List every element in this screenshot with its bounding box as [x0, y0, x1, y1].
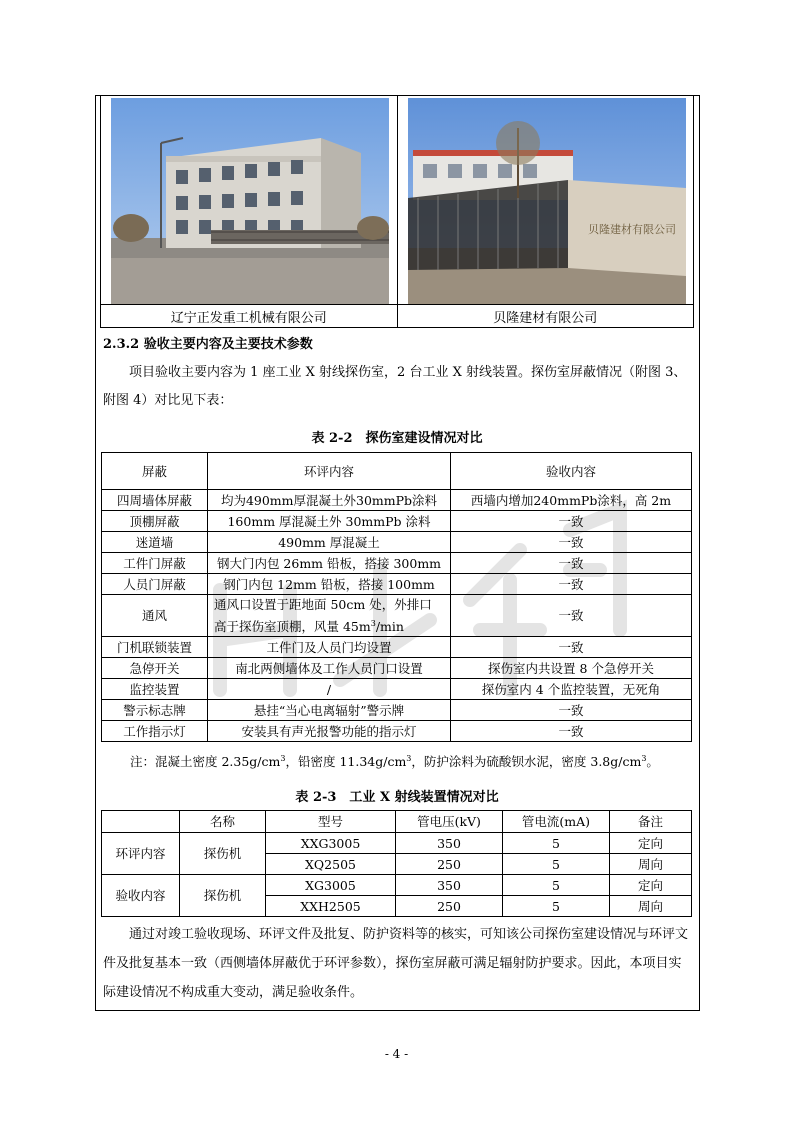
table-cell: 四周墙体屏蔽 — [102, 490, 208, 511]
shielding-comparison-table — [101, 452, 692, 742]
table-cell: 通风 — [102, 595, 208, 637]
table-cell: 一致 — [451, 532, 692, 553]
table-row — [102, 532, 692, 553]
section-heading: 2.3.2 验收主要内容及主要技术参数 — [103, 337, 313, 352]
table-row — [102, 833, 692, 854]
table-cell: 5 — [503, 833, 610, 854]
table-cell: 安装具有声光报警功能的指示灯 — [208, 721, 451, 742]
table-cell: 250 — [396, 854, 503, 875]
table-row — [102, 553, 692, 574]
table-header-cell: 验收内容 — [451, 453, 692, 490]
table-cell: 一致 — [451, 637, 692, 658]
table-cell: 一致 — [451, 700, 692, 721]
gate-sign-text: 贝隆建材有限公司 — [587, 223, 676, 236]
group-label: 环评内容 — [102, 833, 180, 875]
table-cell: 350 — [396, 833, 503, 854]
table-cell: 5 — [503, 875, 610, 896]
table-cell: 工作指示灯 — [102, 721, 208, 742]
note-text: ，铅密度 11.34g/cm — [285, 754, 407, 769]
table-2-3-title: 表 2-3 工业 X 射线装置情况对比 — [295, 790, 499, 805]
ventilation-line-2 — [214, 614, 448, 636]
table-cell: 一致 — [451, 595, 692, 637]
ventilation-text: 高于探伤室顶棚，风量 45m — [214, 619, 371, 635]
table-cell: XXG3005 — [266, 833, 396, 854]
factory-building-photo — [111, 98, 389, 304]
table-cell: 5 — [503, 896, 610, 917]
device-name: 探伤机 — [180, 875, 266, 917]
table-cell: 工件门屏蔽 — [102, 553, 208, 574]
table-cell: 一致 — [451, 574, 692, 595]
table-cell: XXH2505 — [266, 896, 396, 917]
table-cell: 南北两侧墙体及工作人员门口设置 — [208, 658, 451, 679]
table-row — [102, 511, 692, 532]
table-cell: 一致 — [451, 511, 692, 532]
xray-device-table — [101, 810, 692, 917]
table-header-cell: 管电压(kV) — [396, 811, 503, 833]
table-row — [102, 637, 692, 658]
table-row — [102, 875, 692, 896]
table-header-cell: 环评内容 — [208, 453, 451, 490]
table-header-cell — [102, 811, 180, 833]
table-row — [102, 721, 692, 742]
table-cell: 一致 — [451, 721, 692, 742]
table-cell: 钢大门内包 26mm 铅板，搭接 300mm — [208, 553, 451, 574]
table-cell: / — [208, 679, 451, 700]
note-sup: 3 — [406, 753, 412, 763]
table-row — [102, 574, 692, 595]
table-cell: 工件门及人员门均设置 — [208, 637, 451, 658]
ventilation-unit: /min — [375, 619, 404, 635]
table-cell: 门机联锁装置 — [102, 637, 208, 658]
conclusion-paragraph: 通过对竣工验收现场、环评文件及批复、防护资料等的核实，可知该公司探伤室建设情况与环评文件及批复基本一致（西侧墙体屏蔽优于环评参数），探伤室屏蔽可满足辐射防护要求。因此，本项目实际建设情况不构成重大变动，满足验收条件。 — [103, 927, 689, 1000]
photo-cell-left — [101, 96, 398, 305]
page-number: - 4 - — [384, 1047, 409, 1061]
ventilation-line-1: 通风口设置于距地面 50cm 处，外排口 — [214, 597, 432, 612]
table-header-cell: 屏蔽 — [102, 453, 208, 490]
note-sup: 3 — [280, 753, 286, 763]
table-cell: 周向 — [610, 896, 692, 917]
table-cell: 迷道墙 — [102, 532, 208, 553]
photo-table — [100, 95, 694, 328]
table-cell: 250 — [396, 896, 503, 917]
table-row — [102, 700, 692, 721]
table-cell: 160mm 厚混凝土外 30mmPb 涂料 — [208, 511, 451, 532]
company-gate-photo — [408, 98, 686, 304]
table-cell: XQ2505 — [266, 854, 396, 875]
table-row — [102, 595, 692, 637]
table-cell: 5 — [503, 854, 610, 875]
table-header-cell: 备注 — [610, 811, 692, 833]
note-text: 注：混凝土密度 2.35g/cm — [130, 754, 281, 769]
ventilation-sup: 3 — [370, 619, 376, 628]
table-cell: 探伤室内共设置 8 个急停开关 — [451, 658, 692, 679]
note-text: ，防护涂料为硫酸钡水泥，密度 3.8g/cm — [411, 754, 642, 769]
density-note — [130, 752, 659, 770]
table-cell: 一致 — [451, 553, 692, 574]
table-cell: XG3005 — [266, 875, 396, 896]
table-cell: 监控装置 — [102, 679, 208, 700]
table-cell: 490mm 厚混凝土 — [208, 532, 451, 553]
table-row — [102, 658, 692, 679]
table-2-2-title: 表 2-2 探伤室建设情况对比 — [311, 431, 483, 446]
table-cell: 悬挂“当心电离辐射”警示牌 — [208, 700, 451, 721]
ventilation-cell — [208, 595, 451, 637]
table-cell: 钢门内包 12mm 铅板，搭接 100mm — [208, 574, 451, 595]
table-cell: 350 — [396, 875, 503, 896]
note-sup: 3 — [641, 753, 647, 763]
photo-caption-left: 辽宁正发重工机械有限公司 — [101, 305, 398, 328]
table-header-cell: 名称 — [180, 811, 266, 833]
table-cell: 警示标志牌 — [102, 700, 208, 721]
table-row — [102, 679, 692, 700]
table-cell: 周向 — [610, 854, 692, 875]
photo-caption-right: 贝隆建材有限公司 — [397, 305, 694, 328]
table-row — [102, 490, 692, 511]
table-cell: 西墙内增加240mmPb涂料，高 2m — [451, 490, 692, 511]
table-cell: 定向 — [610, 875, 692, 896]
photo-cell-right — [397, 96, 694, 305]
note-text: 。 — [646, 754, 659, 769]
table-cell: 探伤室内 4 个监控装置，无死角 — [451, 679, 692, 700]
table-cell: 人员门屏蔽 — [102, 574, 208, 595]
table-cell: 定向 — [610, 833, 692, 854]
table-cell: 顶棚屏蔽 — [102, 511, 208, 532]
table-header-cell: 管电流(mA) — [503, 811, 610, 833]
table-cell: 均为490mm厚混凝土外30mmPb涂料 — [208, 490, 451, 511]
group-label: 验收内容 — [102, 875, 180, 917]
table-header-cell: 型号 — [266, 811, 396, 833]
table-cell: 急停开关 — [102, 658, 208, 679]
intro-paragraph: 项目验收主要内容为 1 座工业 X 射线探伤室，2 台工业 X 射线装置。探伤室屏蔽情况（附图 3、附图 4）对比见下表： — [103, 365, 687, 408]
device-name: 探伤机 — [180, 833, 266, 875]
